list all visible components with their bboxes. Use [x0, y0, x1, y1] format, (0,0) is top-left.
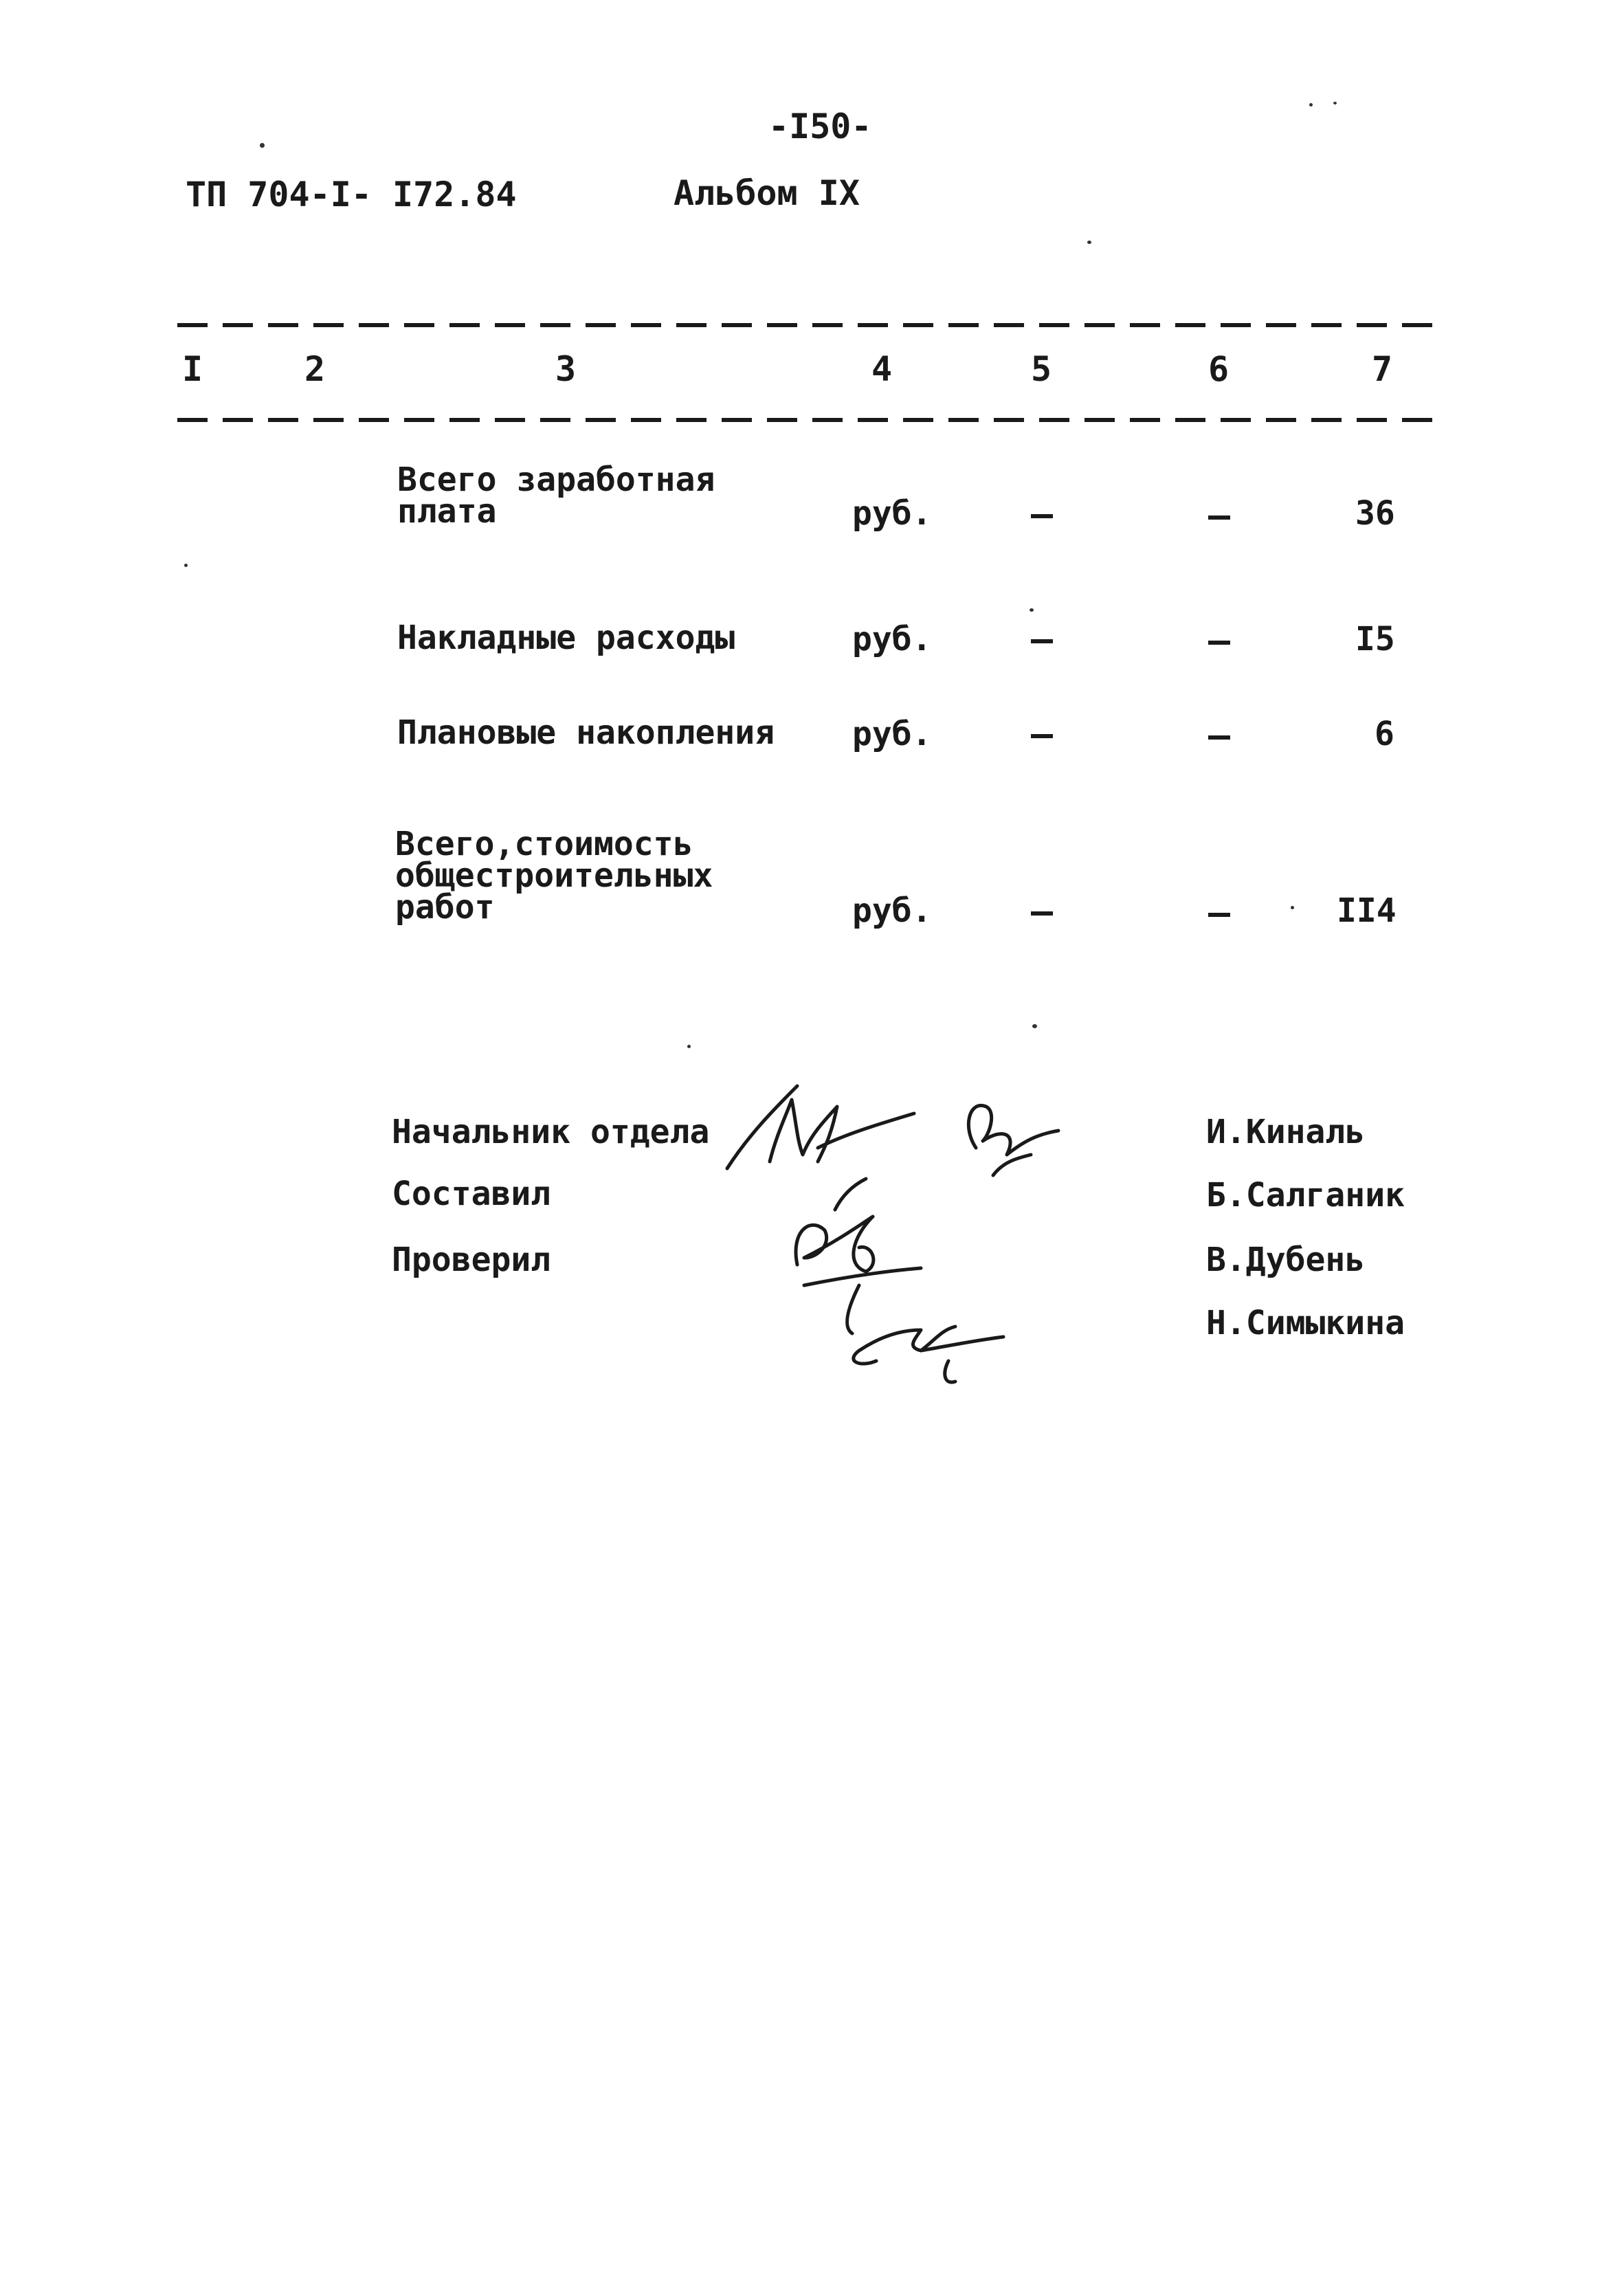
signer-name: Н.Симыкина: [1206, 1304, 1405, 1342]
row-col6-dash: [1208, 913, 1230, 917]
scan-speck: [1087, 241, 1091, 244]
scan-speck: [687, 1045, 691, 1048]
row-total-value: I5: [1355, 620, 1395, 658]
table-top-rule: [177, 323, 1435, 327]
row-unit: руб.: [852, 715, 932, 753]
row-description: Всего,стоимость общестроительных работ: [395, 825, 713, 927]
column-header-4: 4: [871, 349, 893, 389]
role-compiled-by: Составил: [392, 1175, 551, 1213]
column-header-1: I: [182, 349, 203, 389]
row-unit: руб.: [852, 494, 932, 533]
signer-name: Б.Салганик: [1206, 1176, 1405, 1215]
row-total-value: 6: [1375, 715, 1394, 753]
column-header-6: 6: [1208, 349, 1230, 389]
album-label: Альбом IX: [674, 173, 860, 213]
row-total-value: 36: [1355, 494, 1395, 533]
row-description: Всего заработная плата: [397, 461, 715, 531]
row-col6-dash: [1208, 515, 1230, 520]
scan-speck: [184, 564, 188, 567]
row-description: Накладные расходы: [397, 619, 735, 657]
column-header-7: 7: [1372, 349, 1393, 389]
column-header-3: 3: [555, 349, 577, 389]
row-total-value: II4: [1337, 891, 1397, 930]
signer-name: В.Дубень: [1206, 1241, 1366, 1279]
scan-speck: [1032, 1024, 1037, 1028]
scan-speck: [1333, 102, 1337, 104]
page-number: -I50-: [768, 107, 872, 146]
scan-speck: [260, 143, 265, 148]
row-col5-dash: [1031, 734, 1053, 738]
row-col6-dash: [1208, 735, 1230, 740]
document-code: ТП 704-I- I72.84: [186, 175, 517, 214]
row-col5-dash: [1031, 639, 1053, 643]
role-department-head: Начальник отдела: [392, 1113, 710, 1151]
scan-speck: [1291, 906, 1294, 909]
row-unit: руб.: [852, 891, 932, 930]
signer-name: И.Киналь: [1206, 1113, 1366, 1151]
row-col6-dash: [1208, 641, 1230, 645]
scan-speck: [1309, 103, 1313, 107]
row-unit: руб.: [852, 620, 932, 658]
column-header-2: 2: [304, 349, 326, 389]
column-header-5: 5: [1031, 349, 1052, 389]
row-col5-dash: [1031, 514, 1053, 518]
role-checked-by: Проверил: [392, 1241, 551, 1279]
handwritten-signatures: [715, 1058, 1100, 1388]
scan-speck: [1030, 608, 1034, 612]
table-header-rule: [177, 418, 1435, 422]
row-col5-dash: [1031, 911, 1053, 916]
row-description: Плановые накопления: [397, 713, 775, 752]
